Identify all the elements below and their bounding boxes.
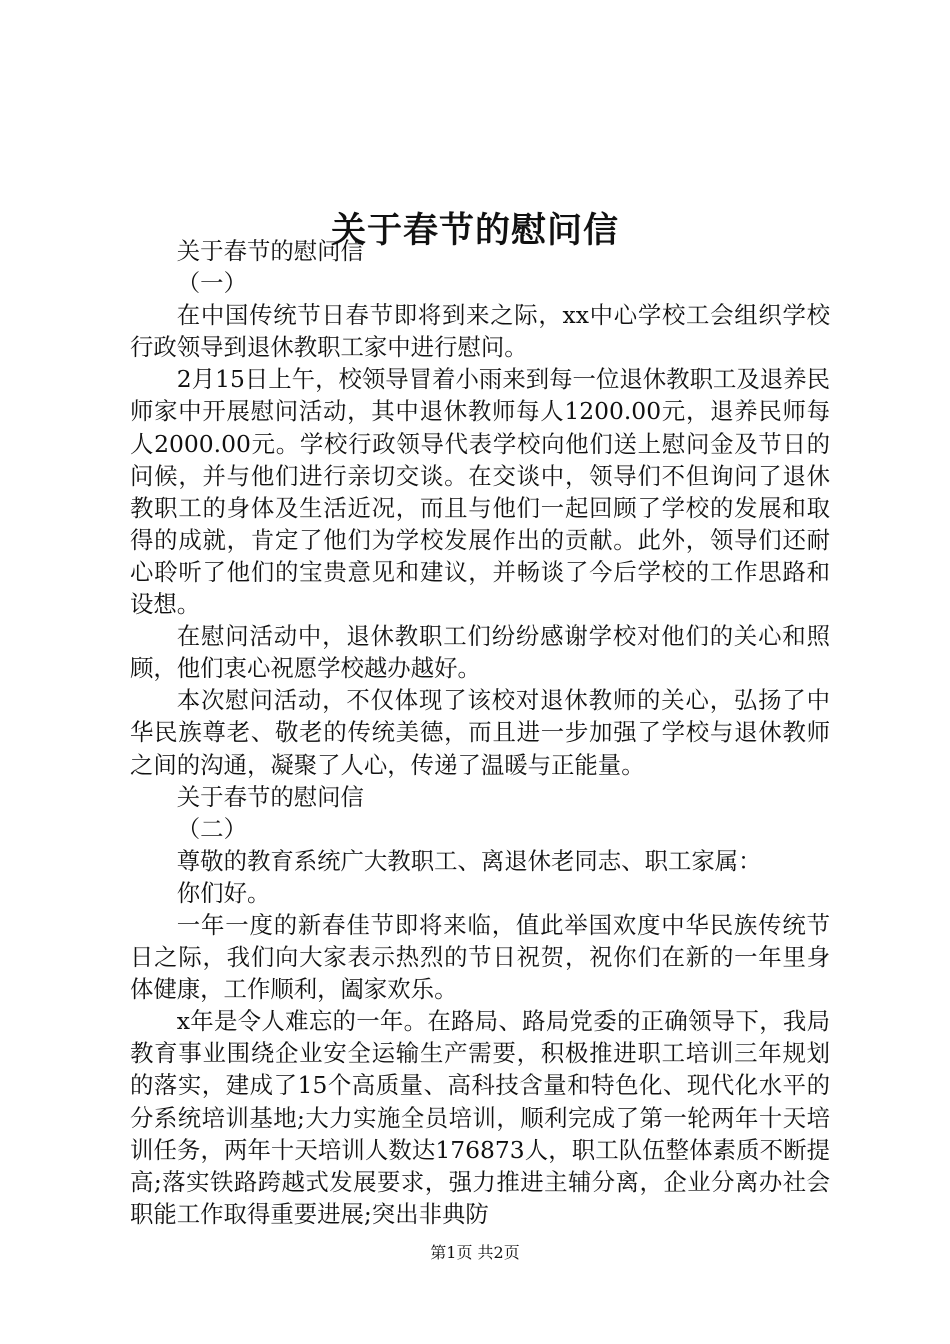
paragraph: x年是令人难忘的一年。在路局、路局党委的正确领导下，我局教育事业围绕企业安全运输生产需要，积极推进职工培训三年规划的落实，建成了15个高质量、高科技含量和特色化、现代化水平的分系统培训基地;大力实施全员培训，顺利完成了第一轮两年十天培训任务，两年十天培训人数达176873人，职工队伍整体素质不断提高;落实铁路跨越式发展要求，强力推进主辅分离，企业分离办社会职能工作取得重要进展;突出非典防 <box>130 1007 830 1228</box>
page-title: 关于春节的慰问信 <box>330 210 619 252</box>
section-heading-1: 关于春节的慰问信 <box>176 237 364 265</box>
paragraph: 在中国传统节日春节即将到来之际，xx中心学校工会组织学校行政领导到退休教职工家中进行慰问。 <box>130 301 830 362</box>
paragraph: 在慰问活动中，退休教职工们纷纷感谢学校对他们的关心和照顾，他们衷心祝愿学校越办越好。 <box>130 622 830 683</box>
salutation: 尊敬的教育系统广大教职工、离退休老同志、职工家属： <box>176 846 762 875</box>
section-number-2: （二） <box>176 814 247 843</box>
paragraph: 2月15日上午，校领导冒着小雨来到每一位退休教职工及退养民师家中开展慰问活动，其中退休教师每人1200.00元，退养民师每人2000.00元。学校行政领导代表学校向他们送上慰问金及节日的问候，并与他们进行亲切交谈。在交谈中，领导们不但询问了退休教职工的身体及生活近况，而且与他们一起回顾了学校的发展和取得的成就，肯定了他们为学校发展作出的贡献。此外，领导们还耐心聆听了他们的宝贵意见和建议，并畅谈了今后学校的工作思路和设想。 <box>130 365 830 619</box>
paragraph: 本次慰问活动，不仅体现了该校对退休教师的关心，弘扬了中华民族尊老、敬老的传统美德，而且进一步加强了学校与退休教师之间的沟通，凝聚了人心，传递了温暖与正能量。 <box>130 686 830 779</box>
section-heading-2: 关于春节的慰问信 <box>176 782 364 811</box>
document-body <box>130 235 830 1230</box>
page-footer: 第1页 共2页 <box>430 1243 520 1262</box>
greeting: 你们好。 <box>176 878 271 907</box>
paragraph: 一年一度的新春佳节即将来临，值此举国欢度中华民族传统节日之际，我们向大家表示热烈的节日祝贺，祝你们在新的一年里身体健康，工作顺利，阖家欢乐。 <box>130 910 830 1004</box>
section-number-1: （一） <box>176 269 247 298</box>
